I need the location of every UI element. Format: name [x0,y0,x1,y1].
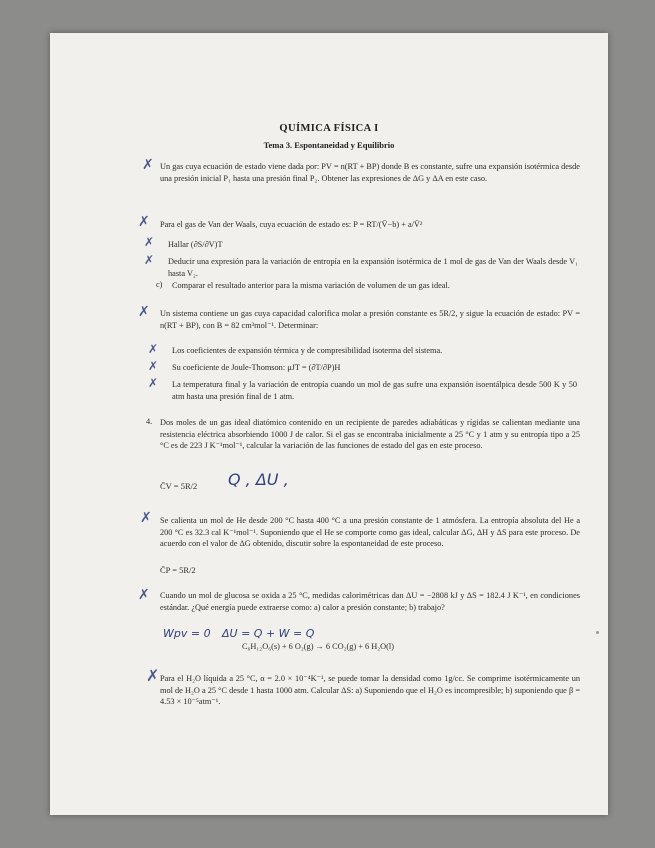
check-mark-icon: ✗ [138,214,150,230]
check-mark-icon: ✗ [138,304,150,320]
problem-3-text: Un sistema contiene un gas cuya capacidad calorífica molar a presión constante es 5R/2, y sigue la ecuación de estado: PV = n(RT + BP), con B = 82 cm³mol⁻¹. Determinar: [160,309,580,330]
problem-3-item-c: La temperatura final y la variación de entropía cuando un mol de gas sufre una expansión isoentálpica desde 500 K y 50 atm hasta una presión final de 1 atm. [172,380,577,401]
problem-4-number: 4. [146,417,153,426]
problem-7-text: Para el H₂O líquida a 25 °C, α = 2.0 × 10⁻⁴K⁻¹, se puede tomar la densidad como 1g/cc. Se comprime isotérmicamente un mol de H₂O a 25 °C desde 1 hasta 1000 atm. Calcular ΔS: a) Suponiendo que el H₂O es incompresible; b) suponiendo que β = 4.53 × 10⁻⁵atm⁻¹. [160,674,580,707]
problem-2-item-c: Comparar el resultado anterior para la misma variación de volumen de un gas ideal. [172,281,450,290]
handwritten-work: Wpv = 0 [163,627,211,640]
check-mark-icon: ✗ [148,376,159,390]
problem-3-item-b: Su coeficiente de Joule-Thomson: μJT = (∂T/∂P)H [172,363,341,372]
topic-title: Tema 3. Espontaneidad y Equilibrio [263,140,395,150]
check-mark-icon: ✗ [138,587,150,603]
problem-5-text: Se calienta un mol de He desde 200 °C hasta 400 °C a una presión constante de 1 atmósfera. La entropía absoluta del He a 200 °C es 32.3 cal K⁻¹mol⁻¹. Suponiendo que el He se comporte como gas ideal, calcular ΔG, ΔH y ΔS para este proceso. De acuerdo con el valor de ΔG obtenido, discutir sobre la espontaneidad de este proceso. [160,516,580,549]
handwritten-work: ΔU = Q + W = Q [222,627,315,640]
check-mark-icon: ✗ [142,157,154,173]
problem-4-note: C̄V = 5R/2 [160,481,198,491]
reaction-equation: C₆H₁₂O₆(s) + 6 O₂(g) → 6 CO₂(g) + 6 H₂O(l) [242,642,394,651]
problem-2-item-a: Hallar (∂S/∂V)T [168,240,223,249]
problem-2-item-b: Deducir una expresión para la variación de entropía en la expansión isotérmica de 1 mol de gas de Van der Waals desde V₁ hasta V₂. [168,257,578,278]
problem-2-item-c-label: c) [156,280,163,289]
paper-speck [596,631,599,634]
check-mark-icon: ✗ [148,359,159,373]
document-page [50,33,608,815]
problem-2-text: Para el gas de Van der Waals, cuya ecuación de estado es: P = RT/(V̄−b) + a/V̄² [160,220,423,229]
problem-6-text: Cuando un mol de glucosa se oxida a 25 °C, medidas calorimétricas dan ΔU = −2808 kJ y ΔS = 182.4 J K⁻¹, en condiciones estándar. ¿Qué energía puede extraerse como: a) calor a presión constante; b) trabajo? [160,591,580,612]
check-mark-icon: ✗ [144,253,155,267]
check-mark-icon: ✗ [146,666,160,685]
handwritten-note: Q , ΔU , [228,470,289,489]
check-mark-icon: ✗ [148,342,159,356]
problem-5-note: C̄P = 5R/2 [160,565,196,575]
check-mark-icon: ✗ [140,510,152,526]
course-title: QUÍMICA FÍSICA I [279,123,379,134]
problem-4-text: Dos moles de un gas ideal diatómico contenido en un recipiente de paredes adiabáticas y rígidas se calientan mediante una resistencia eléctrica absorbiendo 1000 J de calor. Si el gas se encontraba inicialmente a 25 °C y 1 atm y su entropía tipo a 25 °C es de 223 J K⁻¹mol⁻¹, calcular la variación de las funciones de estado del gas en este proceso. [160,418,580,451]
check-mark-icon: ✗ [144,235,155,249]
problem-3-item-a: Los coeficientes de expansión térmica y de compresibilidad isoterma del sistema. [172,346,443,355]
problem-1-text: Un gas cuya ecuación de estado viene dada por: PV = n(RT + BP) donde B es constante, sufre una expansión isotérmica desde una presión inicial P₁ hasta una presión final P₂. Obtener las expresiones de ΔG y ΔA en este caso. [160,162,580,183]
